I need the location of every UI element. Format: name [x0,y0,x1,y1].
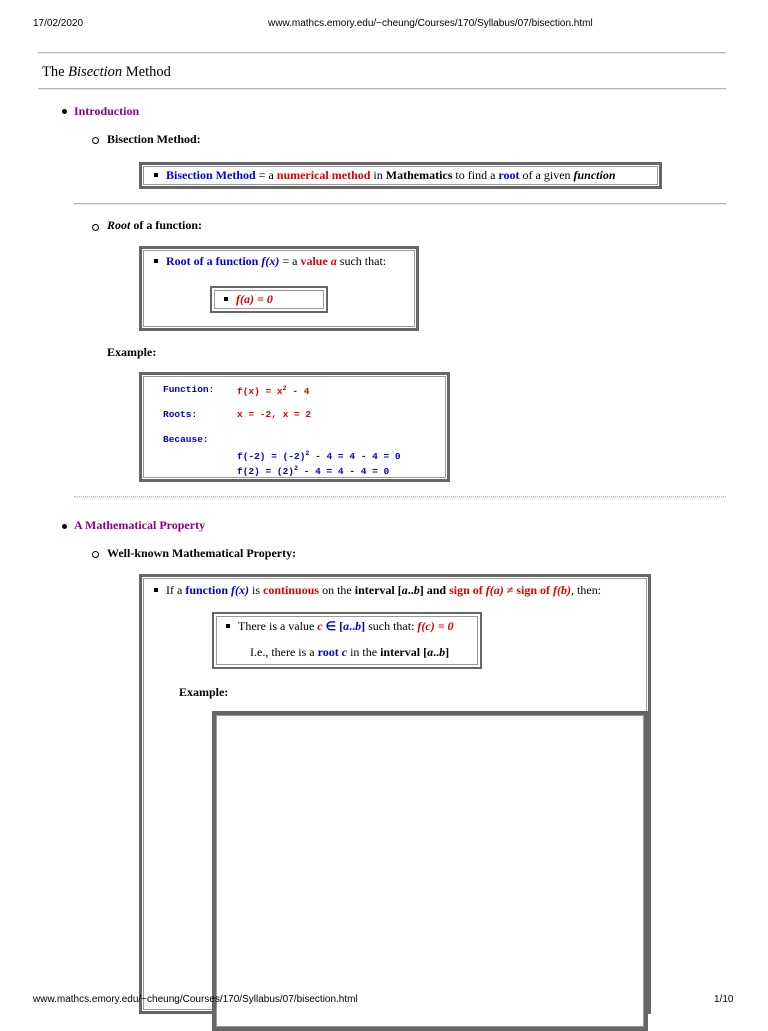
example-figure-frame [212,711,648,1031]
circle-bullet [92,224,99,231]
code-roots-value: x = -2, x = 2 [237,409,312,420]
page-title: The Bisection Method [42,64,171,80]
definition-text: Bisection Method = a numerical method in Mathematics to find a root of a given function [154,168,616,183]
example-label: Example: [107,345,157,359]
divider [74,203,726,205]
code-line-2: $f(2) = (2)^2 - 4 = 4 - 4 = 0$ [237,464,390,478]
code-because-label: Because: [163,434,209,445]
section-heading-property[interactable]: A Mathematical Property [74,518,206,532]
footer-url: www.mathcs.emory.edu/~cheung/Courses/170/Syllabus/07/bisection.html [33,994,358,1005]
divider [38,88,726,90]
subheading-bisection-method: Bisection Method: [107,132,201,146]
divider [38,52,726,54]
subheading-property: Well-known Mathematical Property: [107,546,297,560]
root-condition-box [210,286,328,313]
definition-box [139,162,662,189]
root-definition-text: Root of a function f(x) = a value a such that: [154,254,386,269]
bullet [62,524,67,529]
divider [74,496,726,498]
root-condition: f(a) = 0 [224,292,273,307]
property-example-label: Example: [179,685,229,699]
subheading-root: Root of a function: [107,218,203,232]
code-function-label: Function: [163,384,215,395]
page-number: 1/10 [714,994,734,1005]
code-function-value: $f(x) = x^2 - 4$ [237,384,310,398]
bullet [62,109,67,114]
circle-bullet [92,137,99,144]
conclusion-line-1: There is a value c ∈ [a..b] such that: f(c) = 0 [226,619,454,634]
root-definition-box [139,246,419,331]
property-conclusion-box [212,612,482,669]
code-line-1: $f(-2) = (-2)^2 - 4 = 4 - 4 = 0$ [237,449,401,463]
circle-bullet [92,551,99,558]
print-url: www.mathcs.emory.edu/~cheung/Courses/170/Syllabus/07/bisection.html [268,18,593,29]
section-heading-introduction[interactable]: Introduction [74,104,140,118]
code-roots-label: Roots: [163,409,198,420]
conclusion-line-2: I.e., there is a root c in the interval [a..b] [250,645,450,659]
print-date: 17/02/2020 [33,18,84,29]
property-box [139,574,651,1014]
example-code-box [139,372,450,482]
property-statement: If a function f(x) is continuous on the interval [a..b] and sign of f(a) ≠ sign of f(b), then: [154,583,601,598]
